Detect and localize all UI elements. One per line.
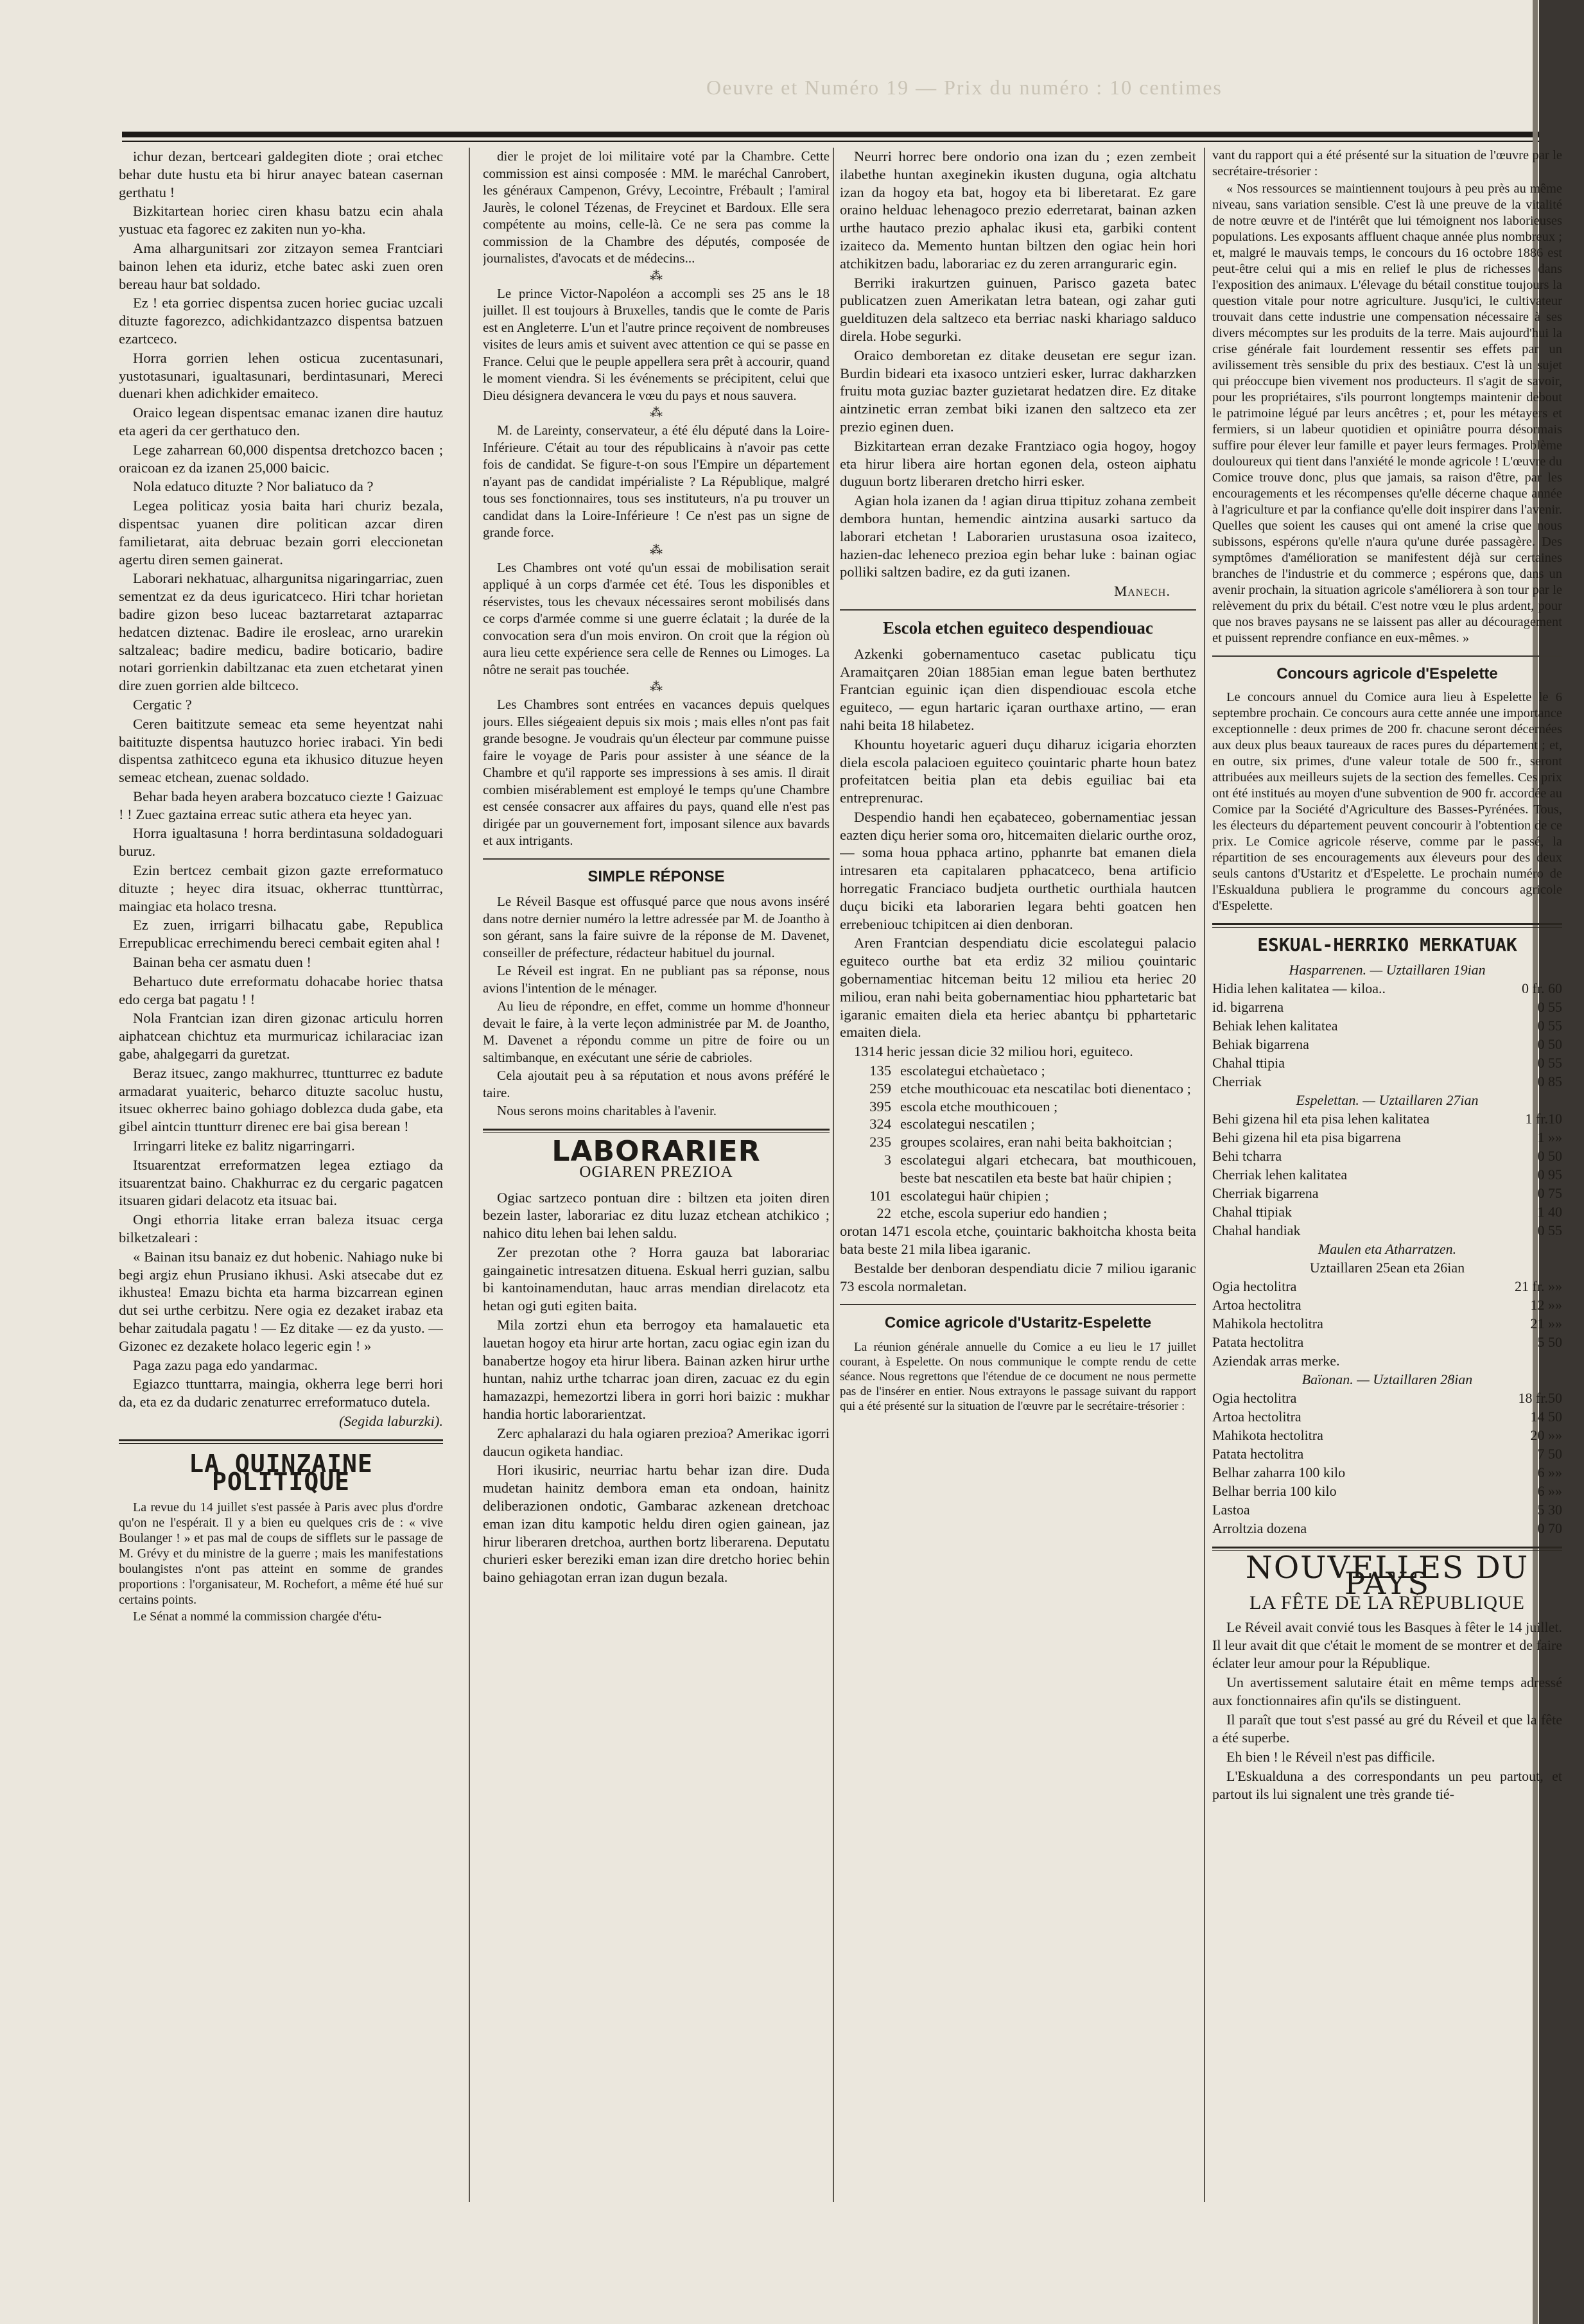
escola-list (840, 1062, 1196, 1222)
paragraph: Despendio handi hen eçabateceo, gobernamentiac jessan eazten diçu herier soma oro, hitcemaiten dielaric ourthe oroz, — soma houa pphaca artino, pphanrte bat emanen diela intresaren eta capitalaren pphacatceco, bena artificio horregatic Franciaco budjeta ourthetic ourthiala hautcen duçu biciki eta laborarien legara behti goatcen hen errebeniouc tchipitcen ai dien denboran. (840, 808, 1196, 932)
paragraph: Laborari nekhatuac, alhargunitsa nigaringarriac, zuen sementzat ez da deus iguricatceco. Hiri tchar horietan badire gizon beso luceac baztarretarat aztaparrac hedatcen diztenac. Badire ile erosleac, arno urarekin saltzaleac; badire medicu, badire boticario, badire notari gorrienkin dabiltzanac eta zuen etchetarat yinen dire zuen gorrien alde biltceco. (119, 570, 443, 694)
list-item-text: escola etche mouthicouen ; (900, 1098, 1058, 1114)
market-price: 21 »» (1530, 1315, 1562, 1331)
market-price: 0 fr. 60 (1522, 980, 1562, 996)
paragraph: Lege zaharrean 60,000 dispentsa dretchozco bacen ; oraicoan ez da izanen 25,000 baicic. (119, 441, 443, 476)
list-item-text: groupes scolaires, eran nahi beita bakhoitcian ; (900, 1134, 1172, 1150)
list-item-count: 22 (876, 1205, 891, 1222)
paragraph: Beraz itsuec, zango makhurrec, ttuntturrec ez badute armadarat yuaiteric, beharco dituzte sacoluc hustu, itsuec okherrec baino gohiago doblezca duda gabe, eta gibel aintcin ttuntturr direnec ere bai gisa berean ! (119, 1064, 443, 1135)
paragraph: L'Eskualduna a des correspondants un peu partout, et partout ils lui signalent une très grande tié- (1212, 1768, 1562, 1802)
market-row (1212, 1147, 1562, 1165)
market-row (1212, 1351, 1562, 1370)
market-row (1212, 1277, 1562, 1296)
list-item (840, 1151, 1196, 1187)
masthead-bleed: Oeuvre et Numéro 19 — Prix du numéro : 10 centimes (706, 76, 1223, 99)
paragraph: ichur dezan, bertceari galdegiten diote ; orai etchec behar dute hustu eta bi hirur anayec batean casernan gerthatu ! (119, 148, 443, 200)
market-price: 1 40 (1537, 1204, 1562, 1220)
list-item-count: 259 (869, 1080, 891, 1097)
paragraph: Le Sénat a nommé la commission chargée d'étu- (133, 1609, 382, 1624)
paragraph: Bizkitartean erran dezake Frantziaco ogia hogoy, hogoy eta hirur libera aire hortan egonen dela, osteon aiphatu duguun bortz liberaren dretcho hirri esker. (840, 437, 1196, 490)
market-item: Ogia hectolitra (1212, 1278, 1297, 1294)
comice-title: Comice agricole d'Ustaritz-Espelette (884, 1314, 1152, 1332)
market-espelette-table (1212, 1109, 1562, 1240)
market-item: Behiak bigarrena (1212, 1036, 1309, 1052)
market-item: Cherriak bigarrena (1212, 1185, 1319, 1201)
market-item: Belhar zaharra 100 kilo (1212, 1464, 1346, 1480)
paragraph: Berriki irakurtzen guinuen, Parisco gazeta batec publicatzen zuen Amerikatan letra batean, ogi zahar guti gueldituzen dela saltzeco eta berriac naski khariago salduco direla. Hobe segurki. (840, 274, 1196, 344)
paragraph: Aren Frantcian despendiatu dicie escolategui palacio eguiteco ourthe bat eta erdiz 32 miliou çouintaric gobernamentiac hitceman beitu 12 miliou eta heriec 20 miliou, eran nahi beita gobernamentiac hiou pphartetaric bat igaranic emaiten diela eta heriec abantçu bi pphartetaric emaiten diela. (840, 935, 1196, 1041)
paragraph: Ceren baititzute semeac eta seme heyentzat nahi baitituzte dispentsa hautuzco horiec irabaci. Yin bedi dispentsa zathitceco eguna eta ikhusico dituzue heyen semeac etchean, zuenac soldado. (119, 715, 443, 786)
paragraph: Les Chambres sont entrées en vacances depuis quelques jours. Elles siégeaient depuis six mois ; mais elles n'ont pas fait grande besogne. Je voudrais qu'un électeur par commune puisse faire le voyage de Paris pour assister à une séance de la Chambre et qu'il rapporte ses impressions à ses amis. Il dirait combien misérablement est employé le temps qu'une Chambre est censée consacrer aux affaires du pays, quand elle n'est pas dirigée par un gouvernement fort, imposant silence aux bavards et aux intrigants. (483, 697, 830, 848)
laborarier-body (483, 1189, 830, 1587)
paragraph: Cergatic ? (133, 696, 192, 713)
market-price: 12 »» (1530, 1297, 1562, 1313)
laborarier-continued (840, 148, 1196, 581)
market-item: Behi gizena hil eta pisa lehen kalitatea (1212, 1111, 1430, 1127)
list-item-count: 395 (869, 1098, 891, 1114)
paragraph: Ez ! eta gorriec dispentsa zucen horiec guciac uzcali dituzte fagorezco, adichkidantzazco dispentsa batzuen ezartceco. (119, 295, 443, 347)
market-row (1212, 1463, 1562, 1482)
concours-title: Concours agricole d'Espelette (1276, 665, 1498, 682)
market-price: 0 50 (1537, 1036, 1562, 1052)
list-item (840, 1062, 1196, 1080)
market-item: id. bigarrena (1212, 999, 1284, 1015)
column-4 (1212, 148, 1562, 2221)
market-row (1212, 1519, 1562, 1538)
laborarier-title: LABORARIER (552, 1134, 761, 1168)
market-baionan-table (1212, 1389, 1562, 1538)
section-rule (483, 1129, 830, 1133)
list-item (840, 1187, 1196, 1205)
section-rule (840, 1304, 1196, 1305)
market-item: Mahikola hectolitra (1212, 1315, 1323, 1331)
paragraph: Neurri horrec bere ondorio ona izan du ; ezen zembeit ilabethe huntan axeginekin ikusten duguna, ogia altchatu izan da hogoy eta bat, hogoy eta bi liberetarat. Ez gare oraino helduac lehenagoco prezio ederretarat, bainan azken urthe hautaco prezio aphalac ikusi eta, garbiki content izaiteco da. Memento huntan biltzen den ogiac hein hori atchikitzen badu, laborariac ez du zeren arranguraric egin. (840, 148, 1196, 272)
market-row (1212, 1072, 1562, 1091)
market-row (1212, 1426, 1562, 1444)
paragraph: Le prince Victor-Napoléon a accompli ses 25 ans le 18 juillet. Il est toujours à Bruxelles, tandis que le comte de Paris est en Angleterre. L'un et l'autre prince reçoivent de nombreuses visites de leurs amis et suivent avec attention ce qui se passe en France. Celui que le peuple appellera sera prêt à accourir, quand le moment viendra. Si les événements se précipitent, celui que Dieu désignera devancera le vœu du pays et nous sauvera. (483, 285, 830, 403)
comice-continued: vant du rapport qui a été présenté sur la situation de l'œuvre par le secrétaire-trésorier : (1212, 148, 1562, 178)
paragraph: Nola edatuco dituzte ? Nor baliatuco da ? (133, 478, 374, 495)
asterism-separator: ⁂ (650, 406, 663, 420)
paragraph: Zerc aphalarazi du hala ogiaren prezioa? Amerikac igorri daucun ogiketa handiac. (483, 1425, 830, 1459)
paragraph: Ogiac sartzeco pontuan dire : biltzen eta joiten diren bezein laster, laborariac ez ditu luzaz etchean atchikico ; nahico ditu lehen bai lehen saldu. (483, 1189, 830, 1242)
market-row (1212, 1109, 1562, 1128)
market-row (1212, 1444, 1562, 1463)
paragraph: Azkenki gobernamentuco casetac publicatu tiçu Aramaitçaren 20ian 1885ian eman legue baten berthutez Frantcian eguinic içan dien dispendiouac escola etche eguiteco, — egun hartaric içaran ourthaxe artino, — eran nahi beita 18 hilabetez. (840, 645, 1196, 733)
laborarier-subtitle: OGIAREN PREZIOA (579, 1163, 733, 1181)
list-item-text: etche, escola superiur edo handien ; (900, 1205, 1108, 1222)
paragraph: Un avertissement salutaire était en même temps adressé aux fonctionnaires afin qu'ils se distinguent. (1212, 1674, 1562, 1708)
market-price: 0 95 (1537, 1166, 1562, 1183)
paragraph: Nous serons moins charitables à l'avenir. (497, 1103, 717, 1118)
market-item: Ogia hectolitra (1212, 1390, 1297, 1406)
paragraph: Horra igualtasuna ! horra berdintasuna soldadoguari buruz. (119, 825, 443, 860)
paragraph: Behartuco dute erreformatu dohacabe horiec thatsa edo cerga bat pagatu ! ! (119, 973, 443, 1007)
paragraph: Itsuarentzat erreformatzen legea eztiago da itsuarentzat baino. Chakhurrac ez du cergaric pagatcen itsuaren gidari delacotz eta itsuac bai. (119, 1156, 443, 1209)
quinzaine-title: LA QUINZAINE POLITIQUE (189, 1449, 373, 1496)
asterism-separator: ⁂ (650, 680, 663, 694)
paragraph: Khountu hoyetaric agueri duçu diharuz icigaria ehorzten diela escola palacioen eguiteco çouintaric pharte houn batez profeitatcen beitia plan eta debis eguiliac bai eta entreprenurac. (840, 736, 1196, 806)
market-item: Aziendak arras merke. (1212, 1353, 1340, 1369)
paragraph: Paga zazu paga edo yandarmac. (133, 1357, 318, 1373)
paragraph: Ezin bertcez cembait gizon gazte erreformatuco dituzte ; heyec dira itsuac, okherrac ttunttùrrac, maingiac eta holaco tresna. (119, 862, 443, 914)
section-rule (119, 1439, 443, 1444)
section-rule (840, 609, 1196, 611)
market-row (1212, 1016, 1562, 1035)
market-hasparren-table (1212, 979, 1562, 1091)
market-item: Behi gizena hil eta pisa bigarrena (1212, 1129, 1401, 1145)
market-item: Patata hectolitra (1212, 1334, 1304, 1350)
market-row (1212, 1054, 1562, 1072)
paragraph: Bizkitartean horiec ciren khasu batzu ecin ahala yustuac eta fagorec ez zakiten nun yo-kha. (119, 203, 443, 238)
market-item: Arroltzia dozena (1212, 1520, 1307, 1536)
market-baionan-header: Baïonan. — Uztaillaren 28ian (1301, 1371, 1473, 1387)
reponse-title: SIMPLE RÉPONSE (587, 867, 725, 885)
paragraph: 1314 heric jessan dicie 32 miliou hori, eguiteco. (854, 1043, 1133, 1060)
list-item-text: escolategui nescatilen ; (900, 1116, 1035, 1132)
paragraph: M. de Lareinty, conservateur, a été élu député dans la Loire-Inférieure. C'était au tour des républicains à n'avoir pas cette fois de candidat. Se figure-t-on sous l'Empire un département n'ayant pas de candidat impérialiste ? La République, malgré tous ses fonctionnaires, tous ses instituteurs, n'a pu trouver un candidat dans la Loire-Inférieure ! Ce n'est pas un signe de grande force. (483, 422, 830, 540)
paragraph: Au lieu de répondre, en effet, comme un homme d'honneur devait le faire, à la verte leçon administrée par M. de Joantho, M. Davenet a répondu comme un pitre de foire ou un saltimbanque, en exécutant une série de cabrioles. (483, 998, 830, 1065)
market-price: 6 »» (1537, 1483, 1562, 1499)
market-row (1212, 1314, 1562, 1333)
top-rule-thin (122, 141, 1560, 142)
list-item-count: 324 (869, 1116, 891, 1132)
market-item: Behiak lehen kalitatea (1212, 1018, 1338, 1034)
nouvelles-title: NOUVELLES DU PAYS (1245, 1550, 1529, 1602)
section-rule (483, 858, 830, 860)
market-item: Artoa hectolitra (1212, 1297, 1301, 1313)
concours-body: Le concours annuel du Comice aura lieu à Espelette le 6 septembre prochain. Ce concours aura cette année une importance exceptionnelle : deux primes de 200 fr. chacune seront décernées aux deux plus beaux taureaux de races pures du département ; et, en outre, six primes, d'une valeur totale de 500 fr., seront attribuées aux meilleurs sujets de la section des femelles. Ces prix ont été institués au moyen d'une subvention de 900 fr. accordée au Comice par la Société d'Agriculture des Basses-Pyrénées. Tous, les électeurs du département peuvent concourir à l'obtention de ce prix. Le Comice agricole réserve, comme par le passé, la répartition de ses encouragements aux éleveurs pour des deux seuls cantons d'Ustaritz et d'Espelette. Le prochain numéro de l'Eskualduna publiera le programme du concours agricole d'Espelette. (1212, 690, 1562, 913)
market-maulen-header: Maulen eta Atharratzen. (1318, 1241, 1457, 1257)
paragraph: Le Réveil Basque est offusqué parce que nous avons inséré dans notre dernier numéro la lettre adressée par M. de Joantho à son gérant, sans la faire suivre de la réponse de M. Davenet, conseiller de préfecture, rédacteur habituel du journal. (483, 894, 830, 960)
market-item: Chahal ttipiak (1212, 1204, 1292, 1220)
market-price (1472, 1351, 1562, 1370)
paragraph: dier le projet de loi militaire voté par la Chambre. Cette commission est ainsi composée : MM. le maréchal Canrobert, les généraux Campenon, Grévy, Lecointre, Frébault ; l'amiral Jaurès, le colonel Tézenas, de Freycinet et Bardoux. Elle sera compétente au moins, celle-là. Ce ne sera pas comme la commission de la Chambre des députés, composée de journalistes, d'avocats et de médecins... (483, 148, 830, 266)
market-item: Behi tcharra (1212, 1148, 1282, 1164)
paragraph: Horra gorrien lehen osticua zucentasunari, yustotasunari, igualtasunari, berdintasunari, Mereci duenari khen adichkider emaiteco. (119, 349, 443, 402)
asterism-separator: ⁂ (650, 268, 663, 283)
market-price: 0 55 (1537, 1222, 1562, 1238)
market-row (1212, 1482, 1562, 1500)
market-item: Mahikota hectolitra (1212, 1427, 1323, 1443)
quinzaine-body (119, 1500, 443, 1624)
paragraph: Ama alhargunitsari zor zitzayon semea Frantciari bainon lehen eta iduriz, etche batec aski zuen oren bereau haur bat soldado. (119, 239, 443, 292)
column-2 (483, 148, 830, 2221)
paragraph: Cela ajoutait peu à sa réputation et nous avons préféré le taire. (483, 1068, 830, 1100)
paragraph: Ez zuen, irrigarri bilhacatu gabe, Republica Errepublicac errechimendu bereci cembait egiten ahal ! (119, 917, 443, 951)
market-price: 5 50 (1537, 1334, 1562, 1350)
paragraph: Behar bada heyen arabera bozcatuco ciezte ! Gaizuac ! ! Zuec gaztaina erreac sutic athera eta heyec yan. (119, 788, 443, 822)
list-item-count: 135 (869, 1062, 891, 1079)
paragraph: Ongi ethorria litake erran baleza itsuac cerga bilketzaleari : (119, 1211, 443, 1246)
market-row (1212, 1221, 1562, 1240)
paragraph: Legea politicaz yosia baita hari churiz bezala, dispentsac yuanen dire politican azcar diren familietarat, aita debruac bezain gorri eleccionetan agertu diren semen gainerat. (119, 498, 443, 568)
market-item: Belhar berria 100 kilo (1212, 1483, 1337, 1499)
political-notes (483, 148, 830, 849)
escola-body (840, 645, 1196, 1061)
column-divider (833, 148, 834, 2202)
paragraph: Mila zortzi ehun eta berrogoy eta hamalauetic eta lauetan hogoy eta hirur arte hortan, zacu ogiac egin izan du banabertze hogoy eta hirur libera. Bainan azken hirur urthe huntan, nahiz urthe tcharrac joan diren, zacuac ez du egin hamazazpi, hemezortzi libera in gorri hori baizic : mukhar handia hortic laborarientzat. (483, 1317, 830, 1423)
market-item: Patata hectolitra (1212, 1446, 1304, 1462)
list-item-text: escolategui etchaùetaco ; (900, 1062, 1045, 1079)
market-price: 6 »» (1537, 1464, 1562, 1480)
list-item-text: escolategui haür chipien ; (900, 1187, 1049, 1204)
market-row (1212, 1184, 1562, 1202)
list-item (840, 1115, 1196, 1133)
market-item: Artoa hectolitra (1212, 1409, 1301, 1425)
paragraph: Hori ikusiric, neurriac hartu behar izan dire. Duda mudetan hainitz dembora eman eta ondoan, hainitz deliberazionen ondotic, Gambarac azkenean dretchoac eman izan ditu kampotic heldu diren ogien gainean, jaz hirur liberaren dretchoa, aurthen bortz liberarena. Deputatu churieri esker bereziki eman izan dire dretcho horiec behin baino gehiagotan erran izan dugun bezala. (483, 1462, 830, 1586)
list-item (840, 1080, 1196, 1098)
escola-total: orotan 1471 escola etche, çouintaric bakhoitcha khosta beita bata beste 21 mila libea igaranic. (840, 1223, 1196, 1258)
column-divider (1204, 148, 1205, 2202)
market-price: 5 30 (1537, 1502, 1562, 1518)
market-price: 0 55 (1537, 1055, 1562, 1071)
article-continuation: (Segida laburzki). (339, 1412, 443, 1429)
column-3 (840, 148, 1196, 2221)
market-price: 0 85 (1537, 1073, 1562, 1089)
asterism-separator: ⁂ (650, 542, 663, 557)
market-row (1212, 1500, 1562, 1519)
market-hasparren-header: Hasparrenen. — Uztaillaren 19ian (1289, 962, 1486, 978)
section-rule (1212, 923, 1562, 928)
paragraph: Agian hola izanen da ! agian dirua ttipituz zohana zembeit dembora huntan, hemendic aintzina ausarki sartuco da laborari etchetan ! Laborarien urustasuna osoa izaiteco, hazien-dac leheneco prezioa egin behar luke : bainan ogiac polliki saltzen badire, ez da guti izanen. (840, 492, 1196, 580)
paragraph: Egiazco ttunttarra, maingia, okherra lege berri hori da, eta ez da dudaric zenaturrec erreformatuco dutela. (119, 1376, 443, 1410)
market-row (1212, 1128, 1562, 1147)
list-item-count: 3 (883, 1152, 891, 1168)
list-item-count: 101 (869, 1187, 891, 1204)
market-price: 0 75 (1537, 1185, 1562, 1201)
paragraph: Oraico legean dispentsac emanac izanen dire hautuz eta ageri da cer gerthatuco den. (119, 404, 443, 438)
paragraph: Oraico demboretan ez ditake deusetan ere segur izan. Burdin bideari eta ixasoco untzieri esker, lurrac dakharzken fruitu mota guziac bazter guzietarat hedatzen dire. Ez ditake aintzinetic erran zembat biki izanen den saltzeco eta zer prezio eginen duen. (840, 347, 1196, 435)
paragraph: La revue du 14 juillet s'est passée à Paris avec plus d'ordre qu'on ne l'espérait. Il y a bien eu quelques cris de : « vive Boulanger ! » et pas mal de coups de sifflets sur le passage de M. Grévy et du ministre de la guerre ; mais les manifestations boulangistes n'ont pas atteint en somme de grandes proportions : l'organisateur, M. Rochefort, a même été hué sur certains points. (119, 1500, 443, 1608)
escola-title: Escola etchen eguiteco despendiouac (883, 618, 1153, 637)
market-row (1212, 979, 1562, 998)
market-price: 1 fr.10 (1525, 1111, 1562, 1127)
merkatu-title: ESKUAL-HERRIKO MERKATUAK (1257, 934, 1517, 955)
list-item (840, 1098, 1196, 1116)
comice-body: La réunion générale annuelle du Comice a eu lieu le 17 juillet courant, à Espelette. On nous communique le compte rendu de cette séance. Nous regrettons que l'étendue de ce document ne nous permette pas de l'insérer en entier. Nous extrayons le passage suivant du rapport qui a été présenté sur la situation de l'œuvre par le secrétaire-trésorier : (840, 1340, 1196, 1414)
author-signature: Manech. (1114, 583, 1171, 600)
paragraph: Les Chambres ont voté qu'un essai de mobilisation serait appliqué à un corps d'armée cet été. Tous les disponibles et réservistes, tous les chevaux nécessaires seront mobilisés dans ce corps d'armée comme si une guerre éclatait ; la durée de la convocation sera d'un mois environ. On croit que la région où aura lieu cette expérience sera celle de Rennes ou Limoges. La nôtre ne serait pas touchée. (483, 559, 830, 677)
market-price: 20 »» (1530, 1427, 1562, 1443)
paragraph: Irringarri liteke ez balitz nigarringarri. (133, 1138, 355, 1154)
market-row (1212, 1389, 1562, 1407)
list-item-text: etche mouthicouac eta nescatilac boti dienentaco ; (900, 1080, 1191, 1097)
paragraph: Le Réveil est ingrat. En ne publiant pas sa réponse, nous avions l'intention de le ménager. (483, 963, 830, 996)
comice-quote: « Nos ressources se maintiennent toujours à peu près au même niveau, sans variation sensible. C'est là une preuve de la vitalité de notre œuvre et de l'intérêt que lui témoignent nos laborieuses populations. Les exposants affluent chaque année plus nombreux ; et, malgré le mauvais temps, le concours du 16 octobre 1886 est peut-être celui qui a mis en relief le plus de richesses dans l'exposition des animaux. L'élevage du bétail constitue toujours la question vitale pour notre agriculture. Jusqu'ici, le cultivateur trouvait dans cette industrie une compensation nécessaire à ses divers mécomptes sur les produits de la terre. Mais aujourd'hui la crise générale fait lourdement ressentir ses effets par un avilissement très sensible du prix des bestiaux. C'est là un sujet qui préoccupe bien vivement nos producteurs. Il s'agit de savoir, pour les propriétaires, s'ils pourront longtemps maintenir debout le patrimoine légué par leurs ancêtres ; et, pour les métayers et fermiers, si un labeur quotidien et opiniâtre pourra désormais suffire pour élever leur famille et payer leurs fermages. Problème douloureux qui tient dans l'anxiété le monde agricole ! L'œuvre du Comice trouve donc, plus que jamais, sa raison d'être, par les encouragements et les récompenses qu'elle décerne chaque année à l'agriculture et par la confiance qu'elle doit inspirer dans l'avenir. Quelles que soient les causes qui ont amené la crise que nous subissons, espérons qu'elle n'aura qu'une durée passagère. Des symptômes d'amélioration se manifestent déjà sur certaines branches de l'industrie et du commerce ; espérons que, dans un avenir prochain, la situation agricole s'améliorera à son tour par le relèvement du prix du bétail. C'est notre vœu le plus ardent, pour que nos braves paysans ne se laissent pas aller au découragement et puissent reprendre confiance en eux-mêmes. » (1212, 182, 1562, 645)
market-price: 0 50 (1537, 1148, 1562, 1164)
market-item: Chahal handiak (1212, 1222, 1301, 1238)
market-item: Cherriak (1212, 1073, 1262, 1089)
nouvelles-body (1212, 1618, 1562, 1803)
market-price: 0 70 (1537, 1520, 1562, 1536)
market-price: 21 fr. »» (1515, 1278, 1562, 1294)
paragraph: Nola Frantcian izan diren gizonac articulu horren aiphatcean chichtuz eta murmuricaz ichilaraciac izan gabe, ahalgegarri da guretzat. (119, 1010, 443, 1062)
column-divider (469, 148, 470, 2202)
market-price: 7 50 (1537, 1446, 1562, 1462)
market-row (1212, 1407, 1562, 1426)
paragraph: Bainan beha cer asmatu duen ! (133, 954, 311, 971)
market-maulen-table (1212, 1277, 1562, 1370)
paragraph: Zer prezotan othe ? Horra gauza bat laborariac gaingainetic intresatzen dituena. Eskual herri guzian, salbu bi kantoinamendutan, hauc arras mendian direlacotz eta hetan ogi guti egiten baita. (483, 1244, 830, 1314)
market-maulen-date: Uztaillaren 25ean eta 26ian (1309, 1260, 1465, 1276)
market-item: Hidia lehen kalitatea — kiloa.. (1212, 980, 1386, 996)
market-row (1212, 1202, 1562, 1221)
paragraph: « Bainan itsu banaiz ez dut hobenic. Nahiago nuke bi begi argiz ehun Prusiano ikhusi. Aski atsecabe dut ez ikhustea! Emazu bichta eta harma bizcarrean eginen dut sei urthe cerbitzu. Nere ogia ez dezaket irabaz eta behar zaitudala pagatu ! — Ez ditake — ez da yusto. — Gizonec ez dezakete holaco legeric egin ! » (119, 1248, 443, 1354)
column-1 (119, 148, 443, 2221)
market-row (1212, 1333, 1562, 1351)
market-row (1212, 1296, 1562, 1314)
market-item: Cherriak lehen kalitatea (1212, 1166, 1348, 1183)
market-espelette-header: Espelettan. — Uztaillaren 27ian (1296, 1092, 1479, 1108)
section-rule (1212, 655, 1562, 657)
market-price: 0 55 (1537, 999, 1562, 1015)
paragraph: Il paraît que tout s'est passé au gré du Réveil et que la fête a été superbe. (1212, 1712, 1562, 1746)
top-rule (122, 132, 1560, 137)
market-item: Chahal ttipia (1212, 1055, 1285, 1071)
market-row (1212, 1035, 1562, 1054)
market-price: 18 fr.50 (1518, 1390, 1562, 1406)
paragraph: Eh bien ! le Réveil n'est pas difficile. (1226, 1749, 1435, 1765)
list-item-text: escolategui algari etchecara, bat mouthicouen, beste bat nescatilen eta beste bat haür chipien ; (900, 1152, 1196, 1186)
reponse-body (483, 893, 830, 1120)
list-item (840, 1204, 1196, 1222)
nouvelles-subtitle: LA FÊTE DE LA RÉPUBLIQUE (1249, 1592, 1525, 1613)
paragraph: Le Réveil avait convié tous les Basques à fêter le 14 juillet. Il leur avait dit que c'était le moment de se montrer et de faire éclater leur amour pour la République. (1212, 1619, 1562, 1671)
escola-end: Bestalde ber denboran despendiatu dicie 7 miliou igaranic 73 escola normaletan. (840, 1260, 1196, 1294)
market-row (1212, 998, 1562, 1016)
list-item-count: 235 (869, 1134, 891, 1150)
article-body-basque (119, 148, 443, 1411)
market-row (1212, 1165, 1562, 1184)
market-item: Lastoa (1212, 1502, 1250, 1518)
market-price: 1 »» (1537, 1129, 1562, 1145)
market-price: 0 55 (1537, 1018, 1562, 1034)
list-item (840, 1133, 1196, 1151)
market-price: 14 50 (1530, 1409, 1562, 1425)
